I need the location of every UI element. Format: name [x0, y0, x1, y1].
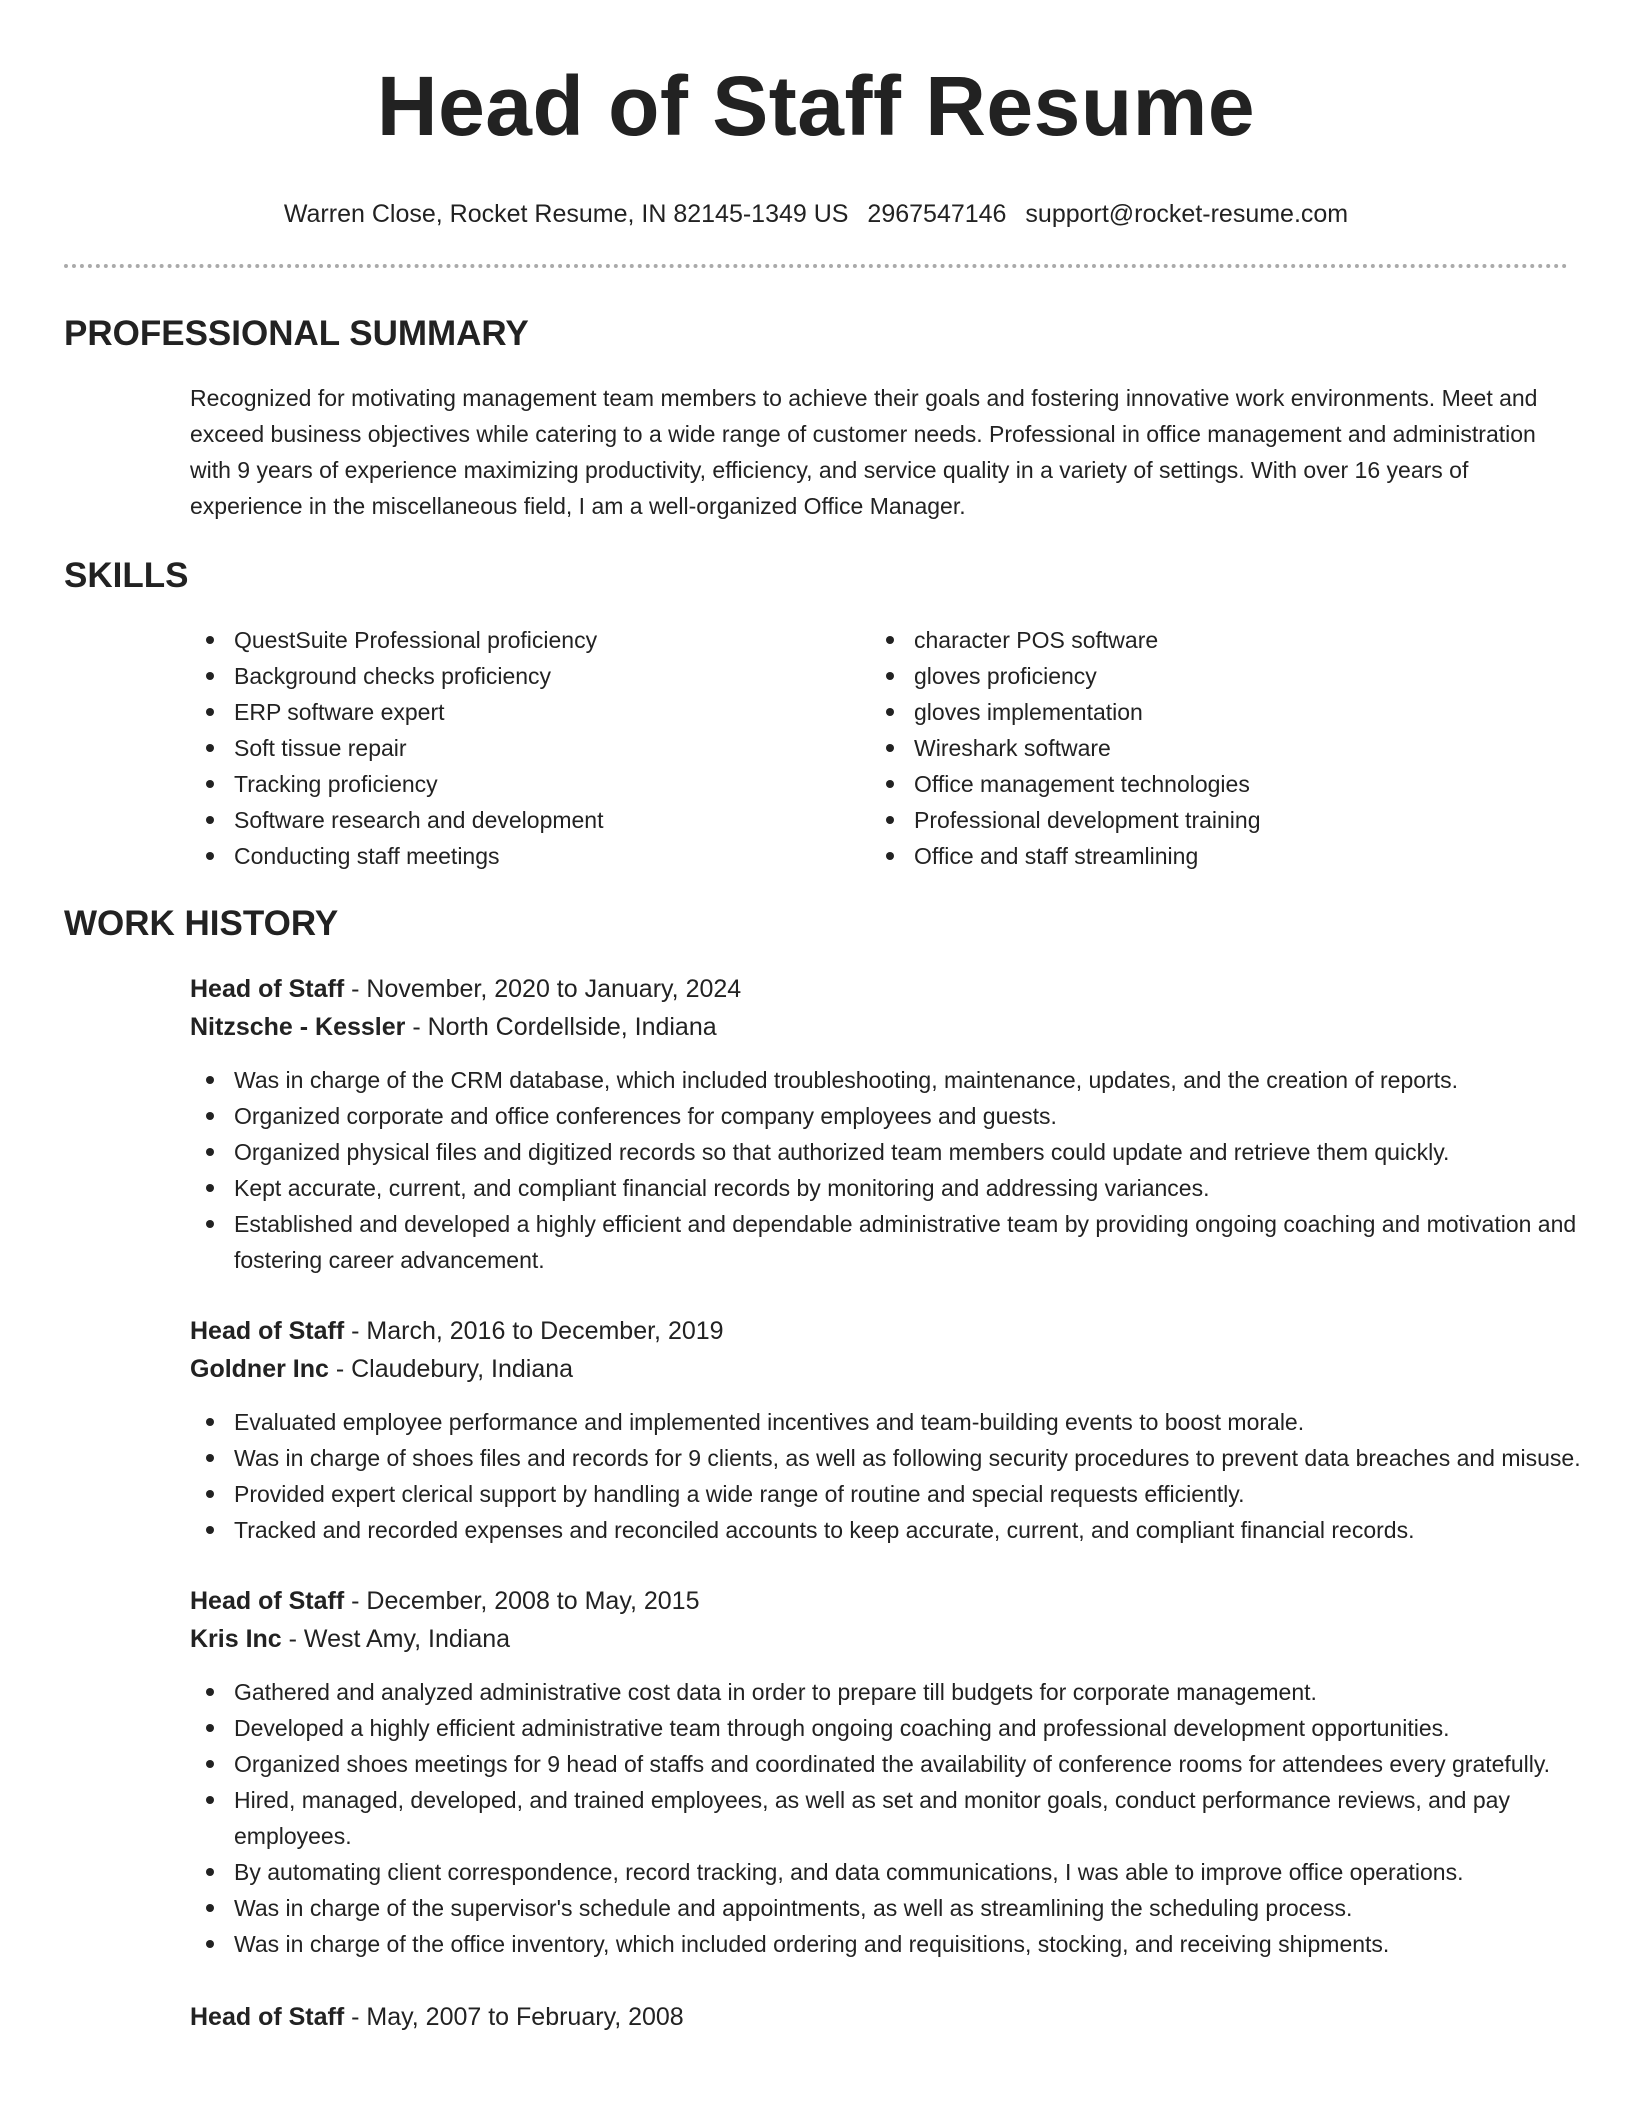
job-company-line	[190, 1620, 1568, 1658]
job-dates: - December, 2008 to May, 2015	[344, 1587, 700, 1615]
skill-item: character POS software	[870, 622, 1550, 658]
contact-line	[64, 198, 1568, 230]
skills-column-right	[870, 622, 1550, 874]
skill-item: Tracking proficiency	[190, 766, 870, 802]
summary-text: Recognized for motivating management team members to achieve their goals and fostering innovative work environments. Meet and exceed business objectives while catering to a wide range of customer needs. Professional in office management and administration with 9 years of experience maximizing productivity, efficiency, and service quality in a variety of settings. With over 16 years of experience in the miscellaneous field, I am a well-organized Office Manager.	[190, 385, 1538, 519]
job-bullet: Provided expert clerical support by handling a wide range of routine and special requests efficiently.	[190, 1476, 1590, 1512]
skill-item: Software research and development	[190, 802, 870, 838]
job-location: - North Cordellside, Indiana	[405, 1013, 717, 1041]
job-bullet: Kept accurate, current, and compliant financial records by monitoring and addressing variances.	[190, 1170, 1590, 1206]
job-bullet: Organized physical files and digitized records so that authorized team members could update and retrieve them quickly.	[190, 1134, 1590, 1170]
skill-item: Conducting staff meetings	[190, 838, 870, 874]
skills-list	[190, 622, 1568, 874]
job-title-line	[190, 1312, 1568, 1350]
job-bullets	[190, 1674, 1590, 1962]
job-title: Head of Staff	[190, 2003, 345, 2031]
skills-heading: SKILLS	[64, 556, 189, 595]
skill-item: gloves implementation	[870, 694, 1550, 730]
job-company-line	[190, 1008, 1568, 1046]
job-bullet: Was in charge of shoes files and records for 9 clients, as well as following security procedures to prevent data breaches and misuse.	[190, 1440, 1590, 1476]
job-bullets	[190, 1062, 1590, 1278]
job-bullet: Tracked and recorded expenses and reconciled accounts to keep accurate, current, and compliant financial records.	[190, 1512, 1590, 1548]
job-bullet: Was in charge of the office inventory, which included ordering and requisitions, stocking, and receiving shipments.	[190, 1926, 1590, 1962]
header-divider	[64, 264, 1568, 268]
skill-item: Background checks proficiency	[190, 658, 870, 694]
skill-item: Office and staff streamlining	[870, 838, 1550, 874]
job-bullet: Hired, managed, developed, and trained employees, as well as set and monitor goals, conduct performance reviews, and pay employees.	[190, 1782, 1590, 1854]
skill-item: Professional development training	[870, 802, 1550, 838]
job-company: Kris Inc	[190, 1625, 282, 1653]
job-bullet: Organized shoes meetings for 9 head of staffs and coordinated the availability of conference rooms for attendees every gratefully.	[190, 1746, 1590, 1782]
skill-item: Office management technologies	[870, 766, 1550, 802]
job-bullet: Was in charge of the supervisor's schedule and appointments, as well as streamlining the scheduling process.	[190, 1890, 1590, 1926]
job-entry	[190, 1582, 1568, 1962]
job-entry	[190, 1312, 1581, 1548]
job-title: Head of Staff	[190, 1587, 345, 1615]
contact-address: Warren Close, Rocket Resume, IN 82145-1349 US	[283, 200, 849, 228]
job-bullet: Developed a highly efficient administrative team through ongoing coaching and professional development opportunities.	[190, 1710, 1590, 1746]
contact-email[interactable]: support@rocket-resume.com	[1025, 200, 1349, 228]
job-bullet: Established and developed a highly efficient and dependable administrative team by providing ongoing coaching and motivation and fostering career advancement.	[190, 1206, 1590, 1278]
resume-page	[64, 0, 1581, 2036]
skill-item: Wireshark software	[870, 730, 1550, 766]
job-bullet: Evaluated employee performance and implemented incentives and team-building events to boost morale.	[190, 1404, 1590, 1440]
job-bullet: Was in charge of the CRM database, which included troubleshooting, maintenance, updates, and the creation of reports.	[190, 1062, 1590, 1098]
job-title: Head of Staff	[190, 1317, 345, 1345]
job-dates: - November, 2020 to January, 2024	[344, 975, 742, 1003]
job-bullet: Gathered and analyzed administrative cost data in order to prepare till budgets for corporate management.	[190, 1674, 1590, 1710]
work-history-heading: WORK HISTORY	[64, 904, 339, 943]
contact-phone: 2967547146	[867, 200, 1007, 228]
job-location: - West Amy, Indiana	[281, 1625, 511, 1653]
resume-title: Head of Staff Resume	[376, 59, 1256, 153]
job-dates: - March, 2016 to December, 2019	[344, 1317, 724, 1345]
job-title: Head of Staff	[190, 975, 345, 1003]
skill-item: QuestSuite Professional proficiency	[190, 622, 870, 658]
skills-column-left	[190, 622, 870, 874]
summary-heading: PROFESSIONAL SUMMARY	[64, 314, 529, 353]
job-title-line	[190, 970, 1568, 1008]
job-bullets	[190, 1404, 1590, 1548]
job-dates: - May, 2007 to February, 2008	[344, 2003, 684, 2031]
job-entry	[190, 970, 1577, 1278]
job-company: Nitzsche - Kessler	[190, 1013, 406, 1041]
job-company: Goldner Inc	[190, 1355, 329, 1383]
job-entry	[190, 1998, 1568, 2036]
skill-item: ERP software expert	[190, 694, 870, 730]
job-bullet: By automating client correspondence, record tracking, and data communications, I was able to improve office operations.	[190, 1854, 1590, 1890]
skill-item: Soft tissue repair	[190, 730, 870, 766]
job-bullet: Organized corporate and office conferences for company employees and guests.	[190, 1098, 1590, 1134]
job-location: - Claudebury, Indiana	[328, 1355, 574, 1383]
job-company-line	[190, 1350, 1568, 1388]
skill-item: gloves proficiency	[870, 658, 1550, 694]
job-title-line	[190, 1998, 1568, 2036]
job-title-line	[190, 1582, 1568, 1620]
